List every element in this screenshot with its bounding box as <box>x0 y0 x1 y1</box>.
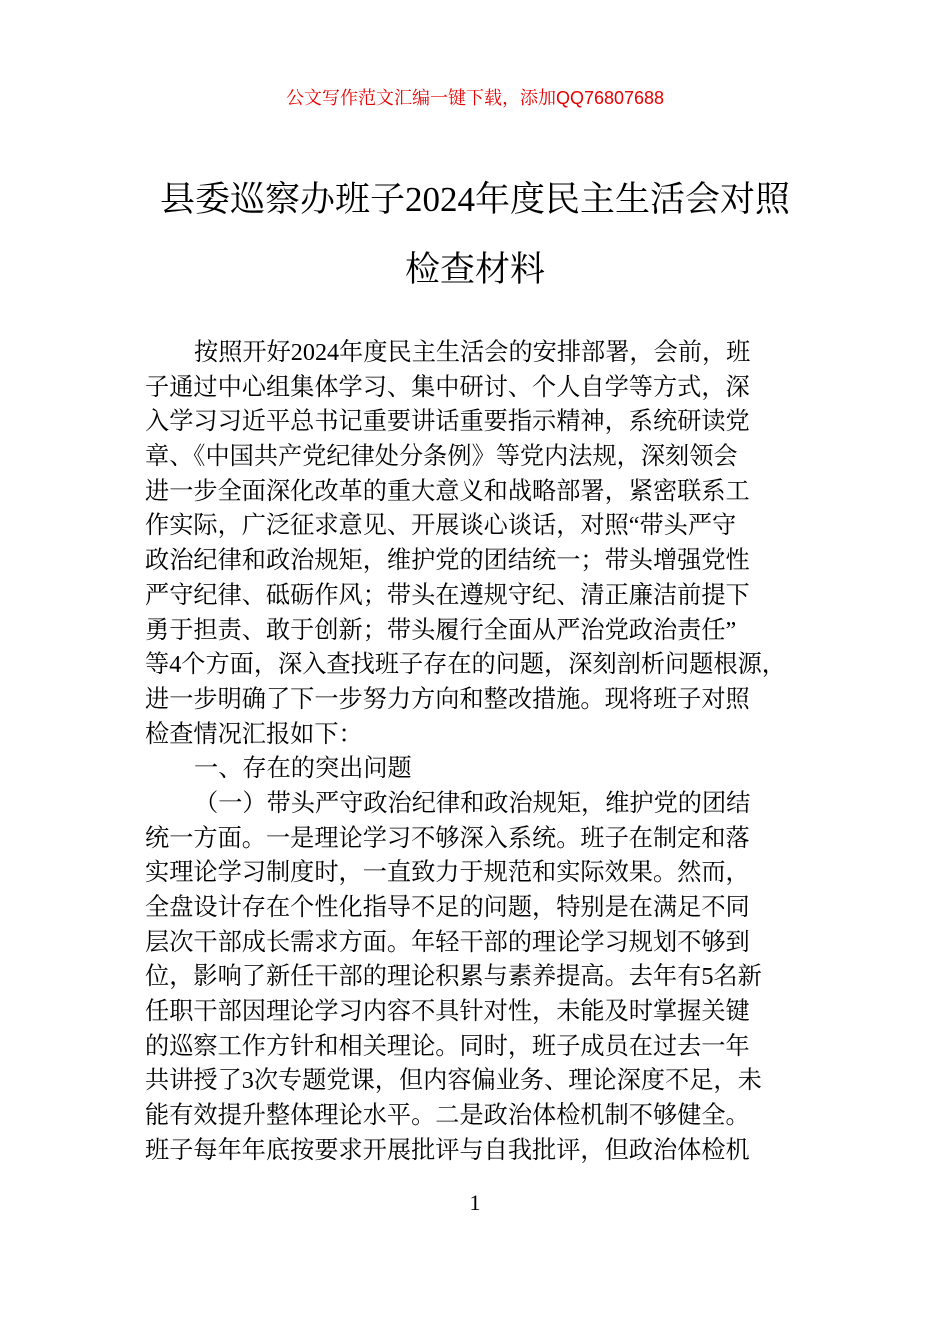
header-banner: 公文写作范文汇编一键下载，添加QQ76807688 <box>285 88 665 108</box>
document-title-line-1: 县委巡察办班子2024年度民主生活会对照 <box>159 180 790 219</box>
paragraph-line: 子通过中心组集体学习、集中研讨、个人自学等方式，深 <box>145 373 750 401</box>
paragraph-line: 严守纪律、砥砺作风；带头在遵规守纪、清正廉洁前提下 <box>145 581 750 609</box>
paragraph-line: 统一方面。一是理论学习不够深入系统。班子在制定和落 <box>145 824 750 852</box>
paragraph-line: 章、《中国共产党纪律处分条例》等党内法规，深刻领会 <box>145 443 738 471</box>
paragraph-line: 作实际，广泛征求意见、开展谈心谈话，对照“带头严守 <box>145 512 737 540</box>
paragraph-line: 入学习习近平总书记重要讲话重要指示精神，系统研读党 <box>145 408 750 436</box>
paragraph-line: 进一步全面深化改革的重大意义和战略部署，紧密联系工 <box>145 477 750 505</box>
paragraph-line: 班子每年年底按要求开展批评与自我批评，但政治体检机 <box>145 1136 750 1164</box>
paragraph-line: 等4个方面，深入查找班子存在的问题，深刻剖析问题根源， <box>145 651 786 679</box>
paragraph-line: 能有效提升整体理论水平。二是政治体检机制不够健全。 <box>145 1102 750 1130</box>
paragraph-line: 任职干部因理论学习内容不具针对性，未能及时掌握关键 <box>145 998 750 1026</box>
paragraph-line: 层次干部成长需求方面。年轻干部的理论学习规划不够到 <box>145 928 750 956</box>
paragraph-line: 的巡察工作方针和相关理论。同时，班子成员在过去一年 <box>145 1032 750 1060</box>
paragraph-line: 全盘设计存在个性化指导不足的问题，特别是在满足不同 <box>145 894 750 921</box>
page-number: 1 <box>469 1190 481 1215</box>
section-heading: 一、存在的突出问题 <box>194 755 412 783</box>
document-body <box>145 336 845 1169</box>
paragraph-line: 检查情况汇报如下： <box>145 720 363 748</box>
paragraph-line: 实理论学习制度时，一直致力于规范和实际效果。然而， <box>145 859 750 887</box>
paragraph-line: 勇于担责、敢于创新；带头履行全面从严治党政治责任” <box>145 616 737 644</box>
paragraph-line: 政治纪律和政治规矩，维护党的团结统一；带头增强党性 <box>145 547 750 575</box>
paragraph-line: 位，影响了新任干部的理论积累与素养提高。去年有5名新 <box>145 963 762 991</box>
paragraph-line: 进一步明确了下一步努力方向和整改措施。现将班子对照 <box>145 685 750 713</box>
paragraph-line: 按照开好2024年度民主生活会的安排部署，会前，班 <box>194 339 751 366</box>
paragraph-line: 共讲授了3次专题党课，但内容偏业务、理论深度不足，未 <box>145 1067 762 1095</box>
subsection-heading-line: （一）带头严守政治纪律和政治规矩，维护党的团结 <box>194 789 751 817</box>
document-title-line-2: 检查材料 <box>404 250 545 289</box>
